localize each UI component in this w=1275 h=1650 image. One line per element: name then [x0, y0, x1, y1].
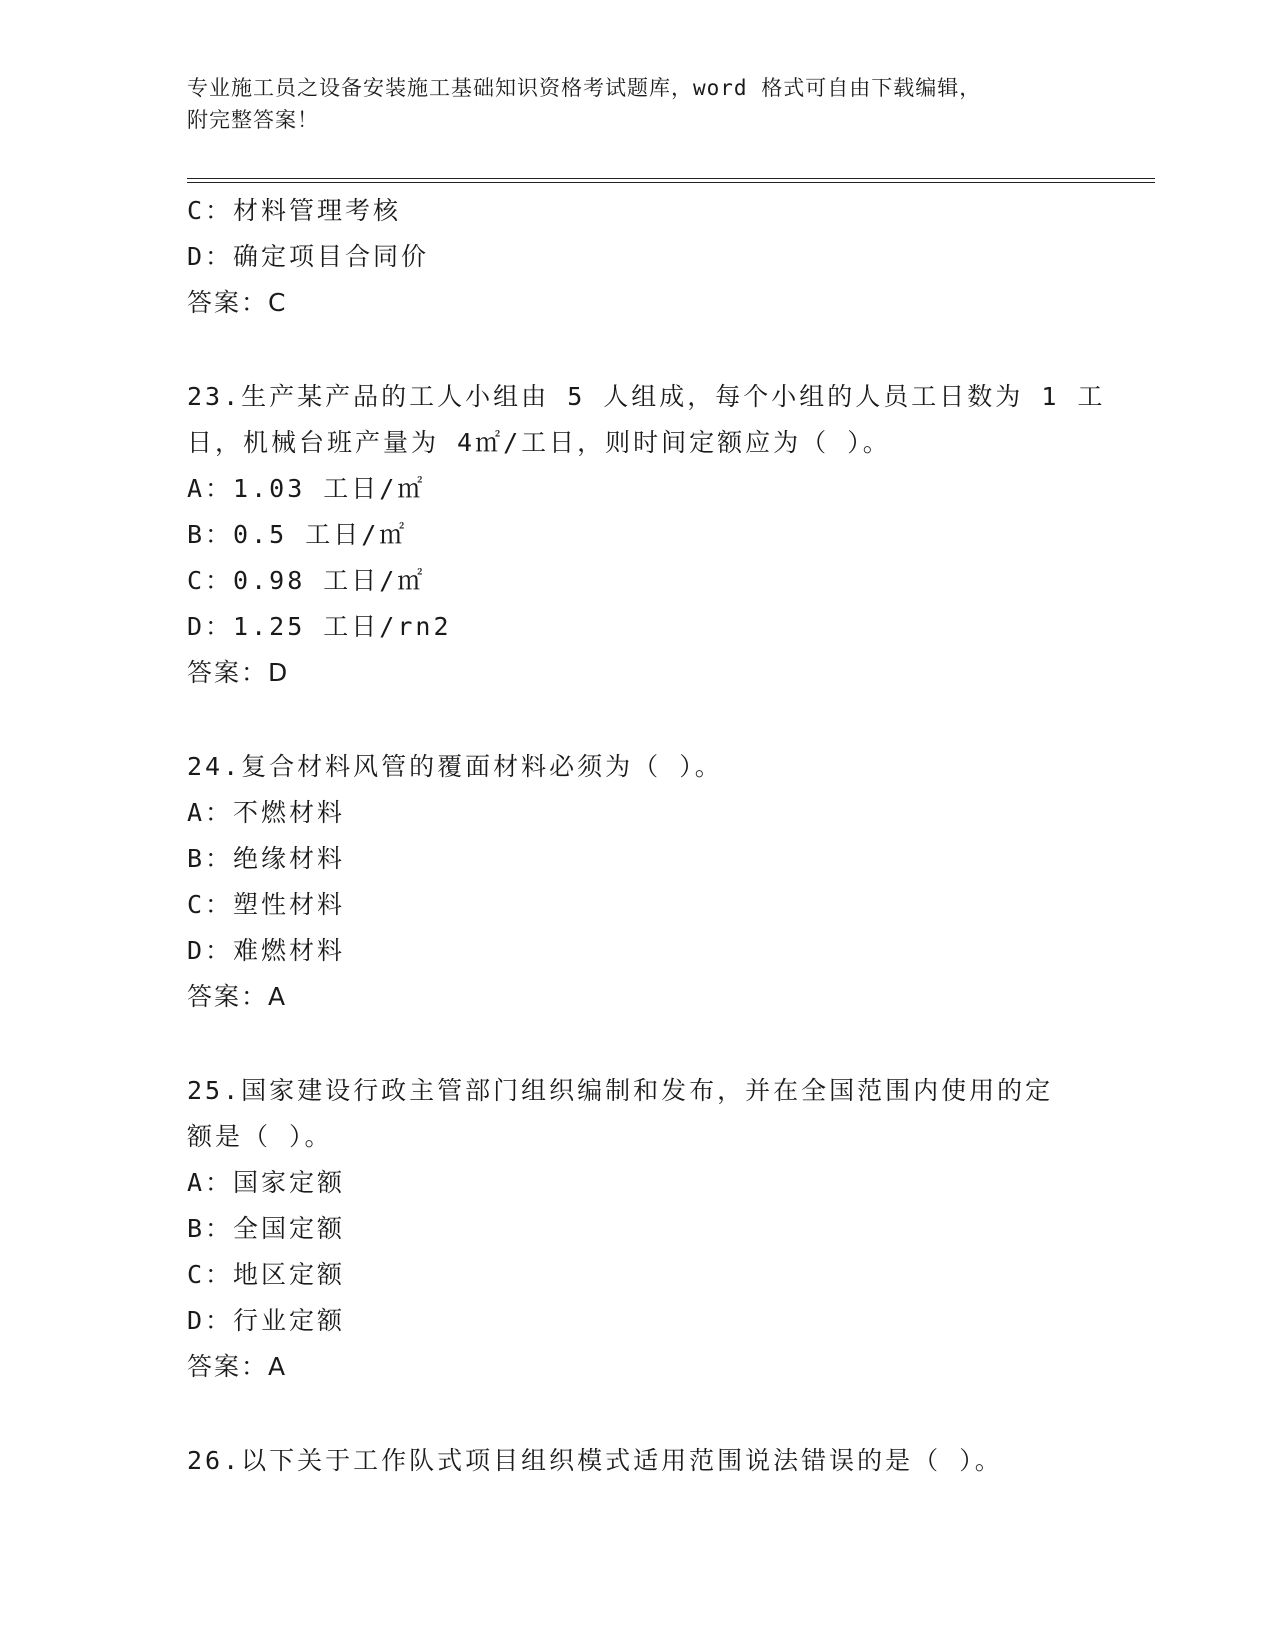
question-26 [187, 1438, 1087, 1484]
option-c: C：材料管理考核 [187, 196, 402, 225]
question-24 [187, 744, 1087, 1020]
spacer [187, 326, 1087, 374]
option-b: B：0.5 工日/㎡ [187, 520, 408, 549]
header-title-line-2: 附完整答案！ [187, 108, 319, 132]
question-text: 日，机械台班产量为 4㎡/工日，则时间定额应为（ ）。 [187, 428, 891, 457]
option-b: B：绝缘材料 [187, 844, 346, 873]
option-d: D：确定项目合同价 [187, 242, 430, 271]
answer-line: 答案：A [187, 1352, 288, 1381]
question-25 [187, 1068, 1087, 1390]
document-body [187, 188, 1106, 1484]
question-text: 23.生产某产品的工人小组由 5 人组成，每个小组的人员工日数为 1 工 [187, 382, 1106, 411]
option-a: A：不燃材料 [187, 798, 346, 827]
answer-line: 答案：C [187, 288, 288, 317]
answer-line: 答案：D [187, 658, 290, 687]
answer-line: 答案：A [187, 982, 288, 1011]
option-c: C：地区定额 [187, 1260, 346, 1289]
question-text: 26.以下关于工作队式项目组织模式适用范围说法错误的是（ ）。 [187, 1446, 1003, 1475]
document-header [187, 72, 1067, 136]
option-a: A：国家定额 [187, 1168, 346, 1197]
option-a: A：1.03 工日/㎡ [187, 474, 426, 503]
question-text: 24.复合材料风管的覆面材料必须为（ ）。 [187, 752, 723, 781]
question-text: 额是（ ）。 [187, 1122, 333, 1151]
question-23 [187, 374, 1106, 696]
spacer [187, 1390, 1087, 1438]
spacer [187, 696, 1087, 744]
option-c: C：塑性材料 [187, 890, 346, 919]
header-title-line-1: 专业施工员之设备安装施工基础知识资格考试题库，word 格式可自由下载编辑， [187, 76, 982, 100]
question-text: 25.国家建设行政主管部门组织编制和发布，并在全国范围内使用的定 [187, 1076, 1054, 1105]
option-d: D：行业定额 [187, 1306, 346, 1335]
option-c: C：0.98 工日/㎡ [187, 566, 426, 595]
spacer [187, 1020, 1087, 1068]
option-d: D：难燃材料 [187, 936, 346, 965]
previous-question-tail [187, 188, 1087, 326]
header-divider [187, 178, 1155, 183]
option-b: B：全国定额 [187, 1214, 346, 1243]
option-d: D：1.25 工日/rn2 [187, 612, 452, 641]
